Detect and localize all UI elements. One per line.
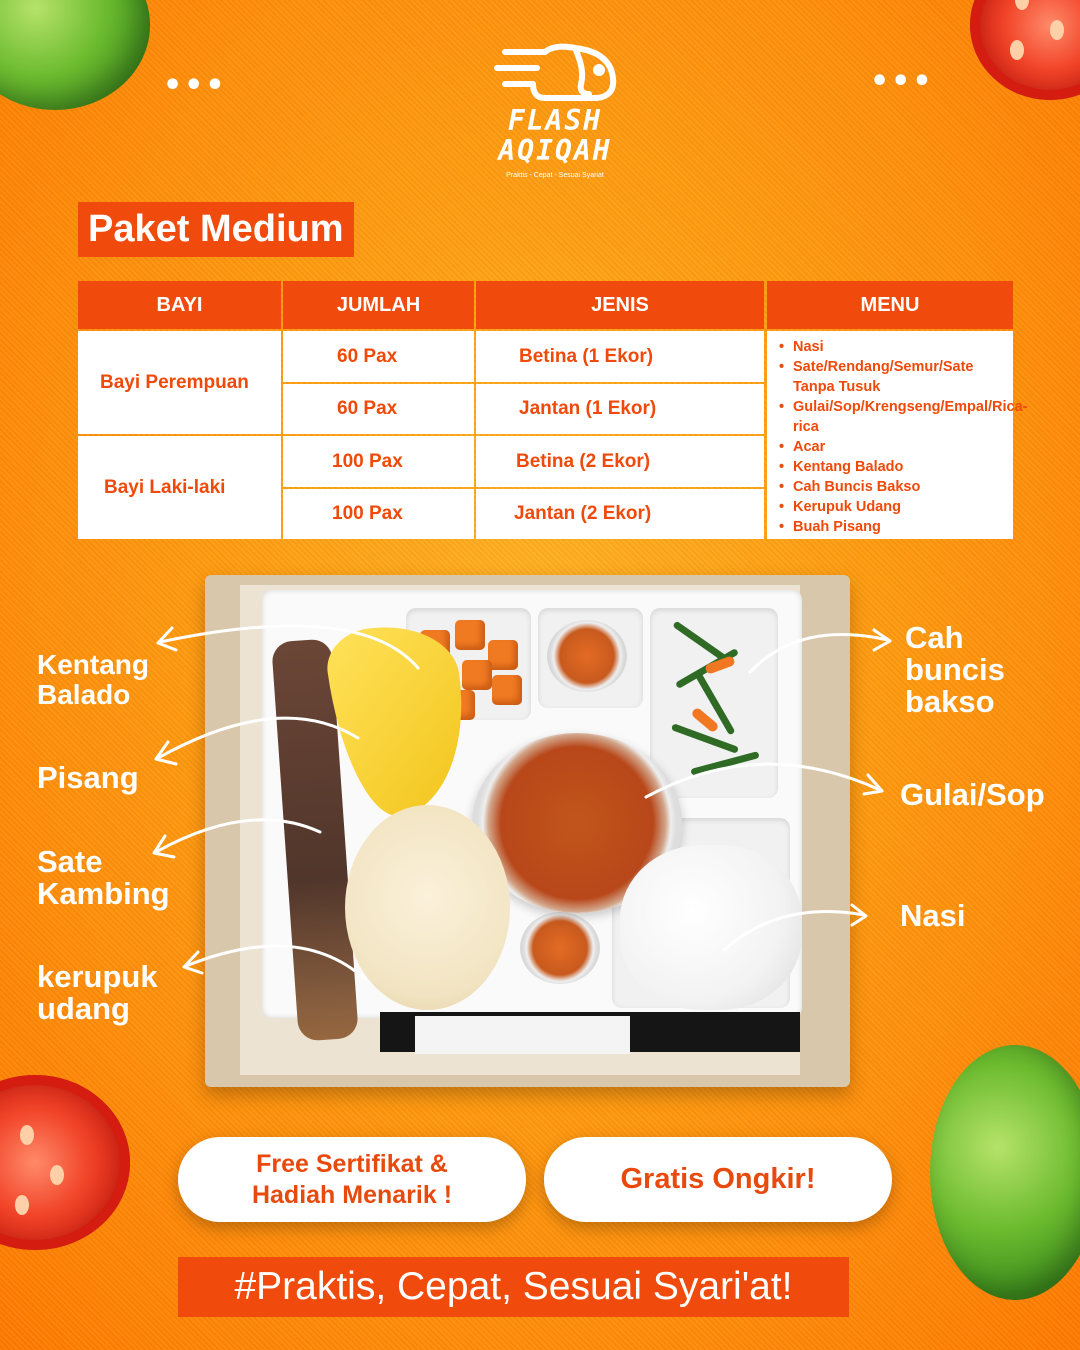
ellipsis-icon-right: ••• [870,64,934,99]
lettuce-decoration-bottom-right [930,1045,1080,1300]
label-line: Cah [905,620,964,655]
table-row: Betina (1 Ekor) [476,331,764,382]
package-title: Paket Medium [78,202,354,257]
lettuce-decoration-top-left [0,0,150,110]
label-nasi: Nasi [900,898,966,933]
label-gulai-sop: Gulai/Sop [900,777,1045,812]
bayi-perempuan-cell: Bayi Perempuan [78,331,281,434]
hashtag-banner: #Praktis, Cepat, Sesuai Syari'at! [178,1257,849,1317]
label-cah-buncis-bakso [905,622,1005,718]
free-certificate-badge [178,1137,526,1222]
potato-piece [455,620,485,650]
menu-list [775,337,1028,537]
label-line: Kambing [37,876,170,911]
list-item: • Buah Pisang [775,517,1005,537]
promo-line: Free Sertifikat & [256,1149,448,1178]
rice-pack [620,845,802,1010]
table-row: Jantan (1 Ekor) [476,384,764,434]
list-item: • Kentang Balado [775,457,1005,477]
brand-logo [470,40,640,179]
table-row: Betina (2 Ekor) [476,436,764,487]
list-item: • Gulai/Sop/Krengseng/Empal/Rica-rica [775,397,1005,437]
potato-piece [492,675,522,705]
package-table [78,281,1028,539]
tomato-decoration-bottom-left [0,1075,130,1250]
list-item: • Cah Buncis Bakso [775,477,1005,497]
list-item: • Acar [775,437,1005,457]
label-pisang: Pisang [37,760,139,795]
ellipsis-icon-left: ••• [163,68,227,103]
sambal-cup [520,912,600,984]
brand-name-line1: FLASH [507,104,603,137]
potato-piece [488,640,518,670]
table-row: 60 Pax [283,331,474,382]
label-line: kerupuk [37,959,158,994]
free-shipping-badge: Gratis Ongkir! [544,1137,892,1222]
table-row: 100 Pax [283,436,474,487]
label-kentang-balado [37,650,149,710]
napkin [415,1016,630,1054]
brand-tagline: Praktis - Cepat - Sesuai Syariat [506,172,604,179]
label-sate-kambing [37,846,170,910]
table-row: Jantan (2 Ekor) [476,489,764,539]
acar-cup [547,620,627,692]
label-line: Balado [37,679,131,710]
header-jenis: JENIS [476,281,764,329]
menu-cell [767,331,1028,539]
list-item: • Kerupuk Udang [775,497,1005,517]
table-row: 60 Pax [283,384,474,434]
header-bayi: BAYI [78,281,281,329]
label-line: bakso [905,684,995,719]
tomato-decoration-top-right [970,0,1080,100]
label-line: Sate [37,844,103,879]
kerupuk-cracker [345,805,510,1010]
table-row: 100 Pax [283,489,474,539]
header-menu: MENU [767,281,1013,329]
bayi-laki-laki-cell: Bayi Laki-laki [78,436,281,539]
elephant-logo-icon [485,40,625,106]
label-line: buncis [905,652,1005,687]
header-jumlah: JUMLAH [283,281,474,329]
label-line: Kentang [37,649,149,680]
label-kerupuk-udang [37,961,158,1025]
brand-name-line2: AQIQAH [498,134,612,167]
list-item: • Nasi [775,337,1005,357]
promo-line: Hadiah Menarik ! [251,1180,453,1209]
list-item: • Sate/Rendang/Semur/Sate Tanpa Tusuk [775,357,1005,397]
label-line: udang [37,991,130,1026]
potato-piece [462,660,492,690]
